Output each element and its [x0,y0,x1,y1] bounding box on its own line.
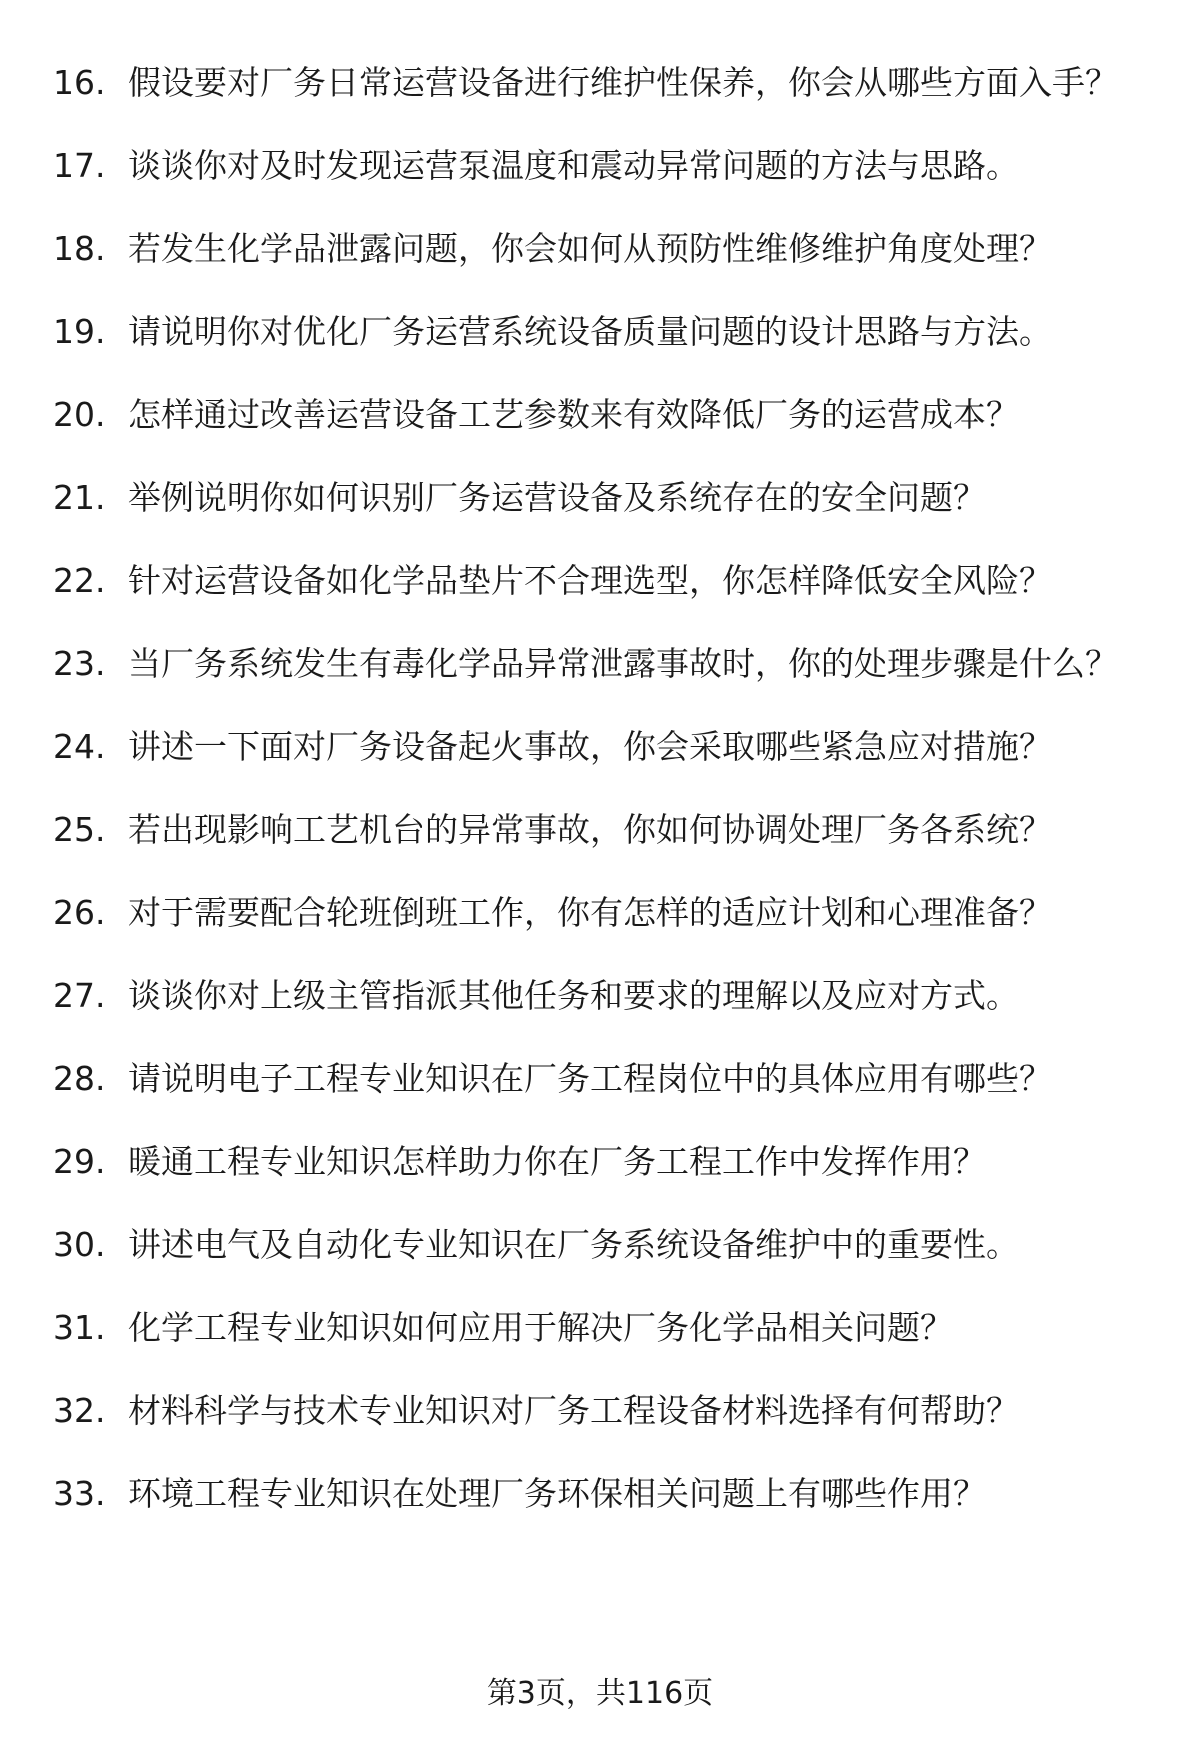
question-item [0,1221,1200,1269]
question-item [0,391,1200,439]
question-text: 请说明你对优化厂务运营系统设备质量问题的设计思路与方法。 [128,312,1052,351]
question-number: 20. [53,395,106,434]
question-text: 暖通工程专业知识怎样助力你在厂务工程工作中发挥作用？ [128,1142,986,1181]
question-text: 材料科学与技术专业知识对厂务工程设备材料选择有何帮助？ [128,1391,1019,1430]
question-item [0,889,1200,937]
question-text: 若发生化学品泄露问题，你会如何从预防性维修维护角度处理？ [128,229,1052,268]
question-number: 23. [53,644,106,683]
question-number: 29. [53,1142,106,1181]
question-text: 环境工程专业知识在处理厂务环保相关问题上有哪些作用？ [128,1474,986,1513]
question-text: 谈谈你对及时发现运营泵温度和震动异常问题的方法与思路。 [128,146,1019,185]
question-number: 22. [53,561,106,600]
question-number: 31. [53,1308,106,1347]
question-number: 26. [53,893,106,932]
question-item [0,806,1200,854]
question-item [0,1138,1200,1186]
question-text: 讲述电气及自动化专业知识在厂务系统设备维护中的重要性。 [128,1225,1019,1264]
question-item [0,640,1200,688]
question-text: 请说明电子工程专业知识在厂务工程岗位中的具体应用有哪些？ [128,1059,1052,1098]
question-number: 33. [53,1474,106,1513]
question-text: 当厂务系统发生有毒化学品异常泄露事故时，你的处理步骤是什么？ [128,644,1118,683]
question-item [0,1470,1200,1518]
question-number: 28. [53,1059,106,1098]
question-item [0,474,1200,522]
question-item [0,972,1200,1020]
question-text: 谈谈你对上级主管指派其他任务和要求的理解以及应对方式。 [128,976,1019,1015]
question-number: 21. [53,478,106,517]
question-number: 24. [53,727,106,766]
question-item [0,308,1200,356]
page-number: 第3页，共116页 [486,1676,714,1711]
question-text: 对于需要配合轮班倒班工作，你有怎样的适应计划和心理准备？ [128,893,1052,932]
question-item [0,225,1200,273]
question-text: 假设要对厂务日常运营设备进行维护性保养，你会从哪些方面入手？ [128,63,1118,102]
question-item [0,1304,1200,1352]
question-number: 27. [53,976,106,1015]
question-text: 针对运营设备如化学品垫片不合理选型，你怎样降低安全风险？ [128,561,1052,600]
question-number: 19. [53,312,106,351]
question-number: 18. [53,229,106,268]
question-text: 讲述一下面对厂务设备起火事故，你会采取哪些紧急应对措施？ [128,727,1052,766]
question-number: 32. [53,1391,106,1430]
question-number: 16. [53,63,106,102]
question-number: 25. [53,810,106,849]
question-item [0,557,1200,605]
question-item [0,142,1200,190]
question-text: 若出现影响工艺机台的异常事故，你如何协调处理厂务各系统？ [128,810,1052,849]
question-text: 化学工程专业知识如何应用于解决厂务化学品相关问题？ [128,1308,953,1347]
question-item [0,1387,1200,1435]
question-item [0,723,1200,771]
question-number: 30. [53,1225,106,1264]
question-text: 举例说明你如何识别厂务运营设备及系统存在的安全问题？ [128,478,986,517]
question-list [0,59,1200,1553]
question-text: 怎样通过改善运营设备工艺参数来有效降低厂务的运营成本？ [128,395,1019,434]
question-item [0,59,1200,107]
question-number: 17. [53,146,106,185]
question-item [0,1055,1200,1103]
